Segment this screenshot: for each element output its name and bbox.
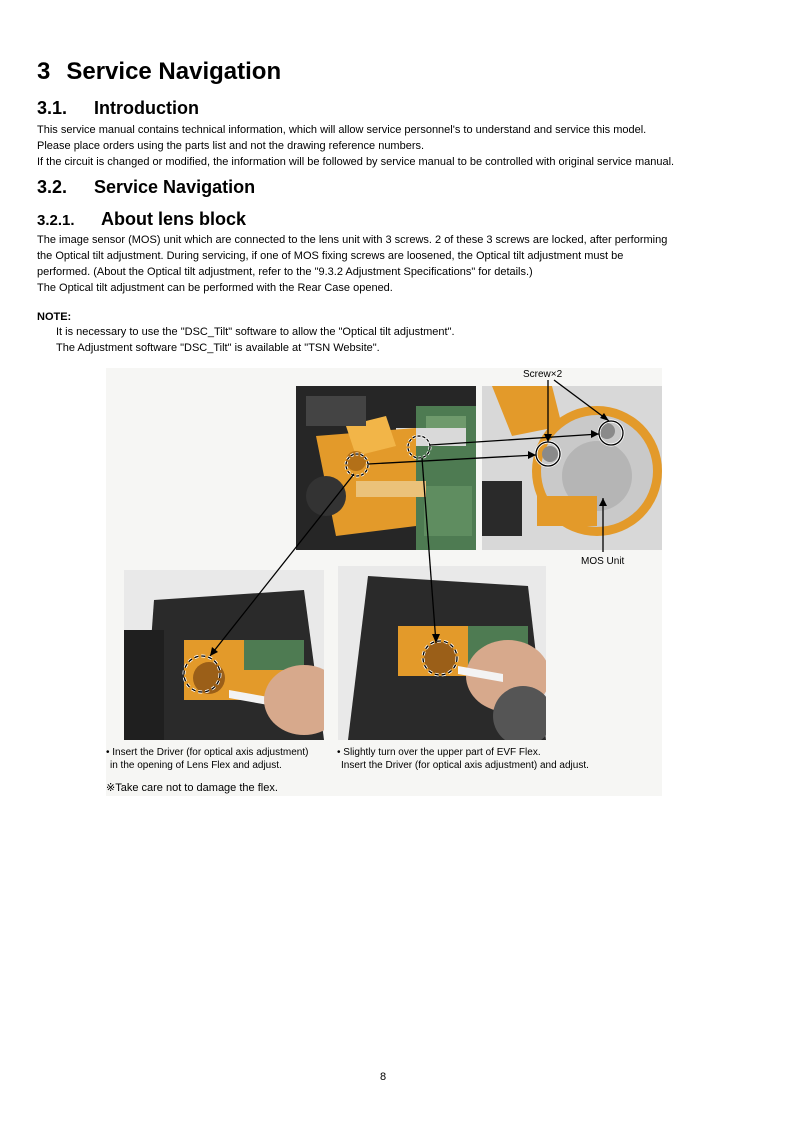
chapter-heading: [37, 58, 281, 86]
lens-block-body: [37, 232, 667, 296]
caption-right-line: • Slightly turn over the upper part of EVF Flex.: [337, 747, 541, 758]
chapter-title: Service Navigation: [66, 58, 282, 85]
lens-block-figure: [106, 368, 662, 796]
lens-block-number: 3.2.1.: [37, 212, 75, 229]
screw-label: Screw×2: [523, 369, 563, 380]
annotation-overlay: [106, 368, 662, 796]
caption-left: [106, 746, 308, 772]
lens-block-line: performed. (About the Optical tilt adjustment, refer to the "9.3.2 Adjustment Specifications" for details.): [37, 266, 533, 278]
intro-body: [37, 122, 674, 170]
note-line: The Adjustment software "DSC_Tilt" is available at "TSN Website".: [56, 342, 380, 354]
caption-right: [337, 746, 589, 772]
caption-right-line: Insert the Driver (for optical axis adjustment) and adjust.: [341, 760, 589, 771]
chapter-number: 3: [37, 58, 51, 85]
note-label: NOTE:: [37, 311, 72, 323]
lens-block-heading: [37, 209, 246, 230]
note-body: [56, 324, 455, 356]
navigation-heading: [37, 177, 255, 198]
intro-line: This service manual contains technical information, which will allow service personnel's to understand and service this model.: [37, 124, 647, 136]
intro-line: If the circuit is changed or modified, the information will be followed by service manual to be controlled with original service manual.: [37, 156, 675, 168]
navigation-number: 3.2.: [37, 177, 68, 197]
mos-unit-label: MOS Unit: [581, 556, 625, 567]
intro-line: Please place orders using the parts list and not the drawing reference numbers.: [37, 140, 425, 152]
lens-block-line: The image sensor (MOS) unit which are connected to the lens unit with 3 screws. 2 of these 3 screws are locked, after performing: [37, 234, 668, 246]
lens-block-line: the Optical tilt adjustment. During servicing, if one of MOS fixing screws are loosened, the Optical tilt adjustment must be: [37, 250, 624, 262]
warning-note: ※Take care not to damage the flex.: [106, 782, 278, 794]
intro-heading: [37, 98, 199, 119]
intro-title: Introduction: [94, 98, 199, 118]
navigation-title: Service Navigation: [94, 177, 256, 197]
page-number: 8: [380, 1071, 387, 1083]
caption-left-line: in the opening of Lens Flex and adjust.: [110, 760, 282, 771]
note-line: It is necessary to use the "DSC_Tilt" software to allow the "Optical tilt adjustment".: [56, 326, 455, 338]
lens-block-line: The Optical tilt adjustment can be performed with the Rear Case opened.: [37, 282, 393, 294]
caption-left-line: • Insert the Driver (for optical axis adjustment): [106, 747, 309, 758]
lens-block-title: About lens block: [101, 209, 247, 229]
intro-number: 3.1.: [37, 98, 68, 118]
